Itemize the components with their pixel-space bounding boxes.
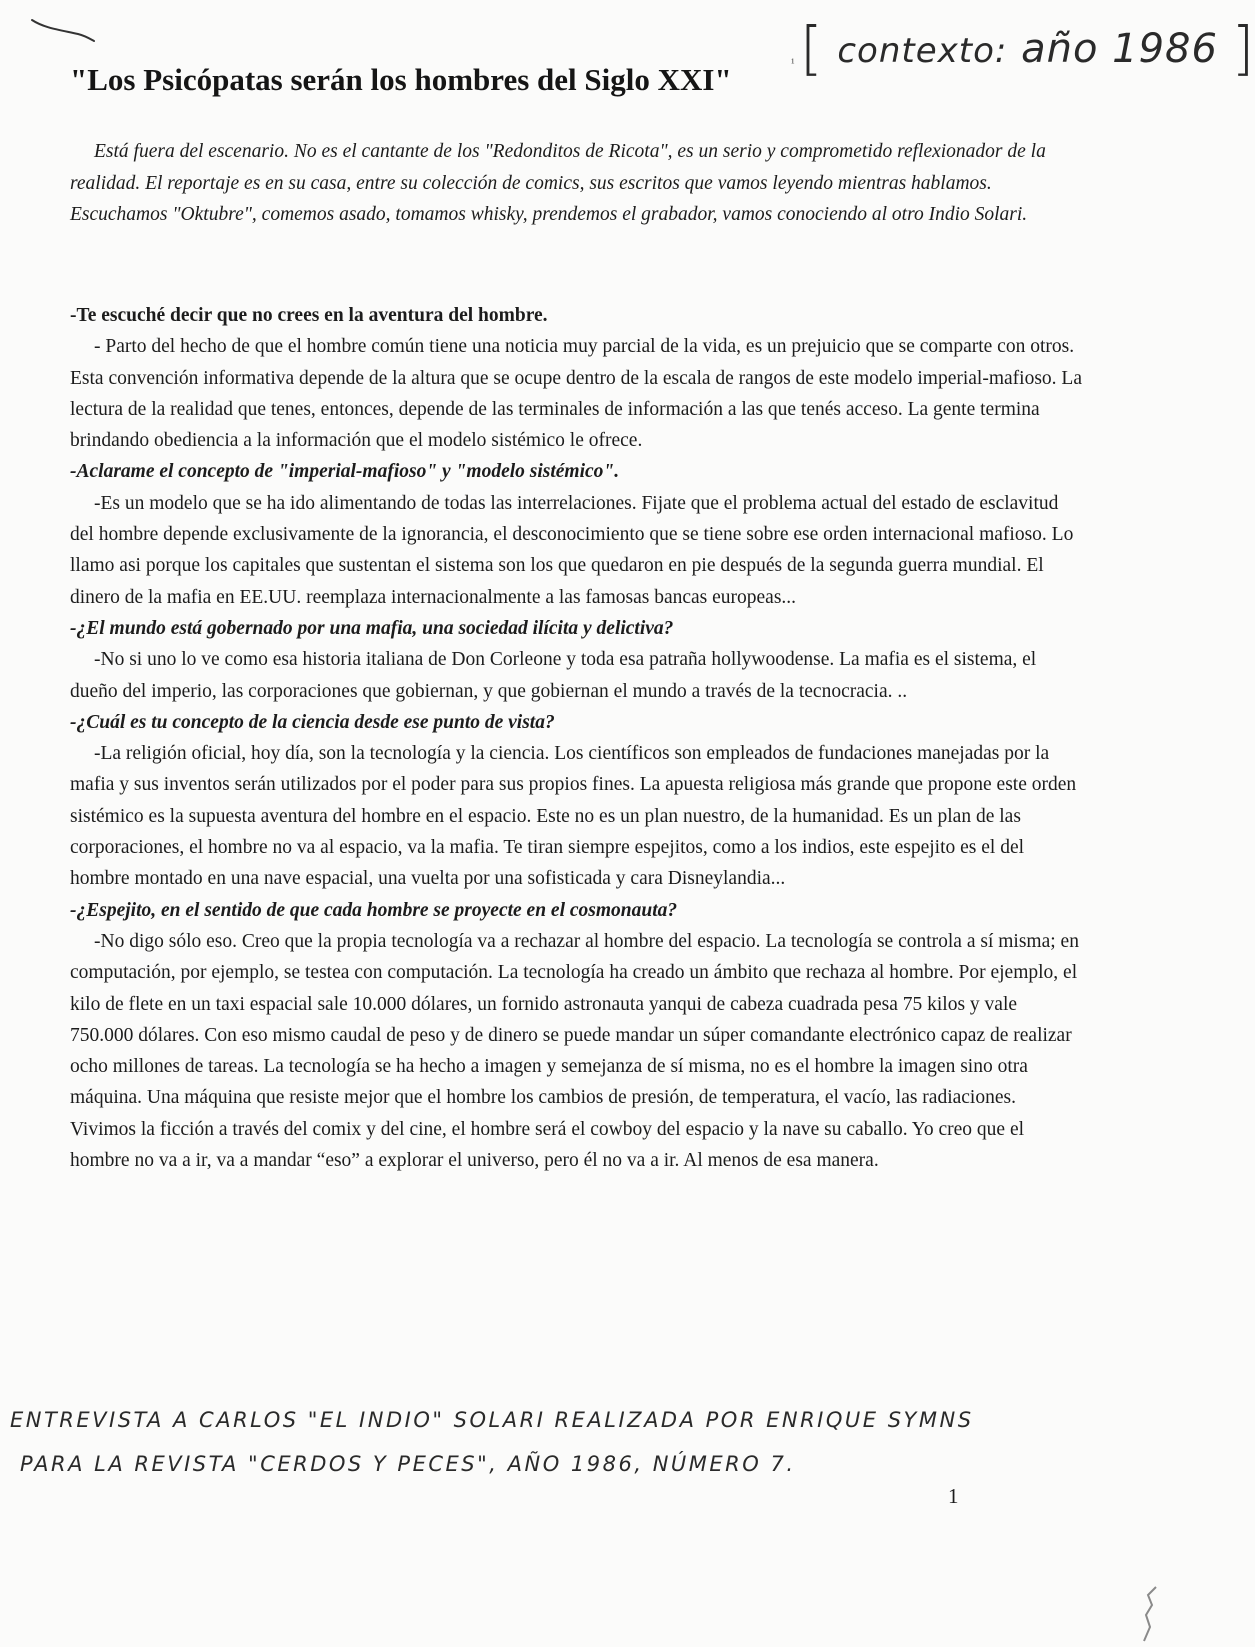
question-3: -¿El mundo está gobernado por una mafia, una sociedad ilícita y delictiva?: [70, 617, 674, 639]
open-bracket-mark: [: [800, 14, 824, 82]
source-note-line-2: PARA LA REVISTA "CERDOS Y PECES", AÑO 1986, NÚMERO 7.: [20, 1452, 796, 1476]
context-note-text: año 1986: [1021, 26, 1218, 72]
intro-paragraph: Está fuera del escenario. No es el cantante de los "Redonditos de Ricota", es un serio y comprometido reflexionador de la realidad. El reportaje es en su casa, entre su colección de comics, sus escritos que vamos leyendo mientras hablamos. Escuchamos "Oktubre", comemos asado, tomamos whisky, prendemos el grabador, vamos conociendo al otro Indio Solari.: [70, 141, 1046, 225]
interview-body: [70, 300, 1085, 1176]
source-note-line-1: ENTREVISTA A CARLOS "EL INDIO" SOLARI REALIZADA POR ENRIQUE SYMNS: [10, 1408, 974, 1432]
pen-scribble-mark: [30, 14, 100, 44]
context-note-label: contexto:: [837, 31, 1008, 71]
question-2: -Aclarame el concepto de "imperial-mafioso" y "modelo sistémico".: [70, 461, 620, 483]
article-title: "Los Psicópatas serán los hombres del Siglo XXI": [70, 62, 732, 97]
handwritten-source-note: [10, 1398, 974, 1486]
page-number: 1: [948, 1484, 959, 1508]
answer-3: -No si uno lo ve como esa historia italiana de Don Corleone y toda esa patraña hollywoodense. La mafia es el sistema, el dueño del imperio, las corporaciones que gobiernan, y que gobiernan el mundo a través de la tecnocracia. ..: [70, 649, 1037, 702]
handwritten-context-note: [800, 14, 1255, 82]
page-corner-mark: [1130, 1585, 1160, 1645]
question-4: -¿Cuál es tu concepto de la ciencia desde ese punto de vista?: [70, 711, 555, 733]
close-bracket-mark: ]: [1231, 14, 1255, 82]
question-5: -¿Espejito, en el sentido de que cada hombre se proyecte en el cosmonauta?: [70, 899, 678, 921]
question-1: -Te escuché decir que no crees en la aventura del hombre.: [70, 305, 548, 326]
marginal-tick: ¹: [791, 56, 795, 70]
answer-4: -La religión oficial, hoy día, son la tecnología y la ciencia. Los científicos son empleados de fundaciones manejadas por la mafia y sus inventos serán utilizados por el poder para sus propios fines. La apuesta religiosa más grande que propone este orden sistémico es la supuesta aventura del hombre en el espacio. Este no es un plan nuestro, de la humanidad. Es un plan de las corporaciones, el hombre no va al espacio, va la mafia. Te tiran siempre espejitos, como a los indios, este espejito es el del hombre montado en una nave espacial, una vuelta por una sofisticada y cara Disneylandia...: [70, 743, 1077, 890]
answer-2: -Es un modelo que se ha ido alimentando de todas las interrelaciones. Fijate que el problema actual del estado de esclavitud del hombre depende exclusivamente de la ignorancia, el desconocimiento que se tiene sobre ese orden internacional mafioso. Lo llamo asi porque los capitales que sustentan el sistema son los que quedaron en pie después de la segunda guerra mundial. El dinero de la mafia en EE.UU. reemplaza internacionalmente a las famosas bancas europeas...: [70, 492, 1074, 608]
answer-5: -No digo sólo eso. Creo que la propia tecnología va a rechazar al hombre del espacio. La tecnología se controla a sí misma; en computación, por ejemplo, se testea con computación. La tecnología ha creado un ámbito que rechaza al hombre. Por ejemplo, el kilo de flete en un taxi espacial sale 10.000 dólares, un fornido astronauta yanqui de cabeza cuadrada pesa 75 kilos y vale 750.000 dólares. Con eso mismo caudal de peso y de dinero se puede mandar un súper comandante electrónico capaz de realizar ocho millones de tareas. La tecnología se ha hecho a imagen y semejanza de sí misma, no es el hombre la imagen sino otra máquina. Una máquina que resiste mejor que el hombre los cambios de presión, de temperatura, el vacío, las radiaciones. Vivimos la ficción a través del comix y del cine, el hombre será el cowboy del espacio y la nave su caballo. Yo creo que el hombre no va a ir, va a mandar “eso” a explorar el universo, pero él no va a ir. Al menos de esa manera.: [70, 930, 1079, 1172]
answer-1: - Parto del hecho de que el hombre común tiene una noticia muy parcial de la vida, es un prejuicio que se comparte con otros. Esta convención informativa depende de la altura que se ocupe dentro de la escala de rangos de este modelo imperial-mafioso. La lectura de la realidad que tenes, entonces, depende de las terminales de información a las que tenés acceso. La gente termina brindando obediencia a la información que el modelo sistémico le ofrece.: [70, 336, 1082, 452]
